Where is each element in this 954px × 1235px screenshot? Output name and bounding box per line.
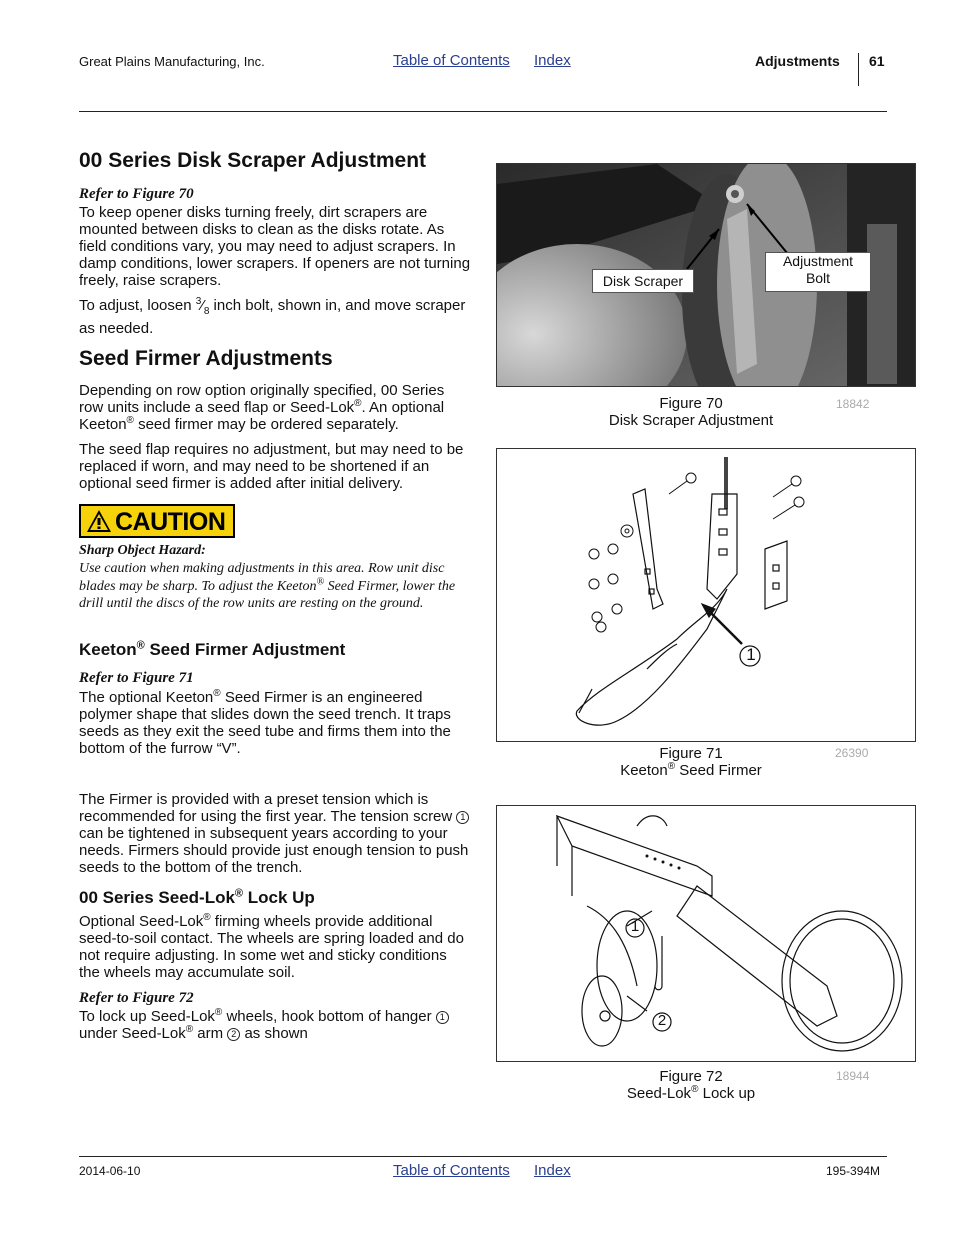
footer-date: 2014-06-10	[79, 1164, 141, 1178]
section-name: Adjustments	[755, 53, 840, 69]
figure-71-callout-1: 1	[746, 645, 756, 664]
seed-firmer-heading: Seed Firmer Adjustments	[79, 347, 333, 370]
caution-label: CAUTION	[115, 508, 226, 536]
figure-72-callout-1: 1	[630, 918, 640, 935]
seedlok-heading: 00 Series Seed-Lok® Lock Up	[79, 887, 315, 907]
figure-70-number: 18842	[836, 397, 870, 411]
header-rule	[79, 111, 887, 112]
figure-72-callout-2: 2	[657, 1012, 667, 1029]
callout-1-marker: 1	[436, 1011, 449, 1024]
warning-icon	[86, 509, 112, 533]
caution-text: Use caution when making adjustments in this area. Row unit disc blades may be sharp. To adjust the Keeton® Seed Firmer, lower the drill until the discs of the row units are resting on the ground.	[79, 561, 456, 611]
footer-rule	[79, 1156, 887, 1157]
figure-72-drawing	[496, 805, 916, 1062]
adjustment-bolt-label: Adjustment Bolt	[765, 252, 871, 292]
header-toc-link[interactable]: Table of Contents	[393, 52, 510, 69]
seedlok-ref: Refer to Figure 72	[79, 990, 194, 1006]
footer-index-link[interactable]: Index	[534, 1162, 571, 1179]
seedlok-p1: Optional Seed-Lok® firming wheels provide additional seed-to-soil contact. The wheels are spring loaded and do not require adjusting. In some wet and sticky conditions the wheels may accumulate soil.	[79, 912, 464, 981]
page-number: 61	[869, 53, 885, 69]
disk-scraper-ref: Refer to Figure 70	[79, 186, 194, 202]
figure-71-caption: Figure 71 Keeton® Seed Firmer	[620, 745, 762, 779]
footer-toc-link[interactable]: Table of Contents	[393, 1162, 510, 1179]
keeton-heading: Keeton® Seed Firmer Adjustment	[79, 639, 346, 659]
disk-scraper-label: Disk Scraper	[592, 269, 694, 293]
disk-scraper-p1: To keep opener disks turning freely, dirt scrapers are mounted between disks to clean as the disks rotate. As field conditions vary, you may need to adjust scrapers. In damp conditions, lower scrapers. If openers are not turning freely, raise scrapers.	[79, 204, 471, 289]
caution-title: Sharp Object Hazard:	[79, 543, 206, 558]
seed-firmer-p1: Depending on row option originally specified, 00 Series row units include a seed flap or Seed-Lok®. An optional Keeton® seed firmer may be ordered separately.	[79, 382, 445, 433]
disk-scraper-heading: 00 Series Disk Scraper Adjustment	[79, 149, 427, 172]
figure-71-number: 26390	[835, 746, 869, 760]
figure-71-drawing	[496, 448, 916, 742]
keeton-p1: The optional Keeton® Seed Firmer is an engineered polymer shape that slides down the seed trench. It traps seeds as they exit the seed tube and firms them into the bottom of the furrow “V”.	[79, 688, 451, 757]
company-name: Great Plains Manufacturing, Inc.	[79, 54, 265, 69]
seedlok-p2: To lock up Seed-Lok® wheels, hook bottom of hanger 1 under Seed-Lok® arm 2 as shown	[79, 1008, 471, 1042]
callout-2-marker: 2	[227, 1028, 240, 1041]
header-index-link[interactable]: Index	[534, 52, 571, 69]
caution-badge	[79, 504, 235, 538]
callout-1-marker: 1	[456, 811, 469, 824]
keeton-p2: The Firmer is provided with a preset tension which is recommended for using the first year. The tension screw 1 can be tightened in subsequent years according to your needs. Firmers should provide just enough tension to push seeds to the bottom of the trench.	[79, 791, 469, 876]
header-divider	[858, 53, 859, 86]
seed-firmer-p2: The seed flap requires no adjustment, but may need to be replaced if worn, and may need to be shortened if an optional seed firmer is added after initial delivery.	[79, 441, 464, 492]
keeton-ref: Refer to Figure 71	[79, 670, 194, 686]
figure-70-caption: Figure 70 Disk Scraper Adjustment	[608, 395, 774, 429]
figure-72-number: 18944	[836, 1069, 870, 1083]
figure-72-caption: Figure 72 Seed-Lok® Lock up	[626, 1068, 756, 1102]
disk-scraper-p2: To adjust, loosen $^3⁄_8$ inch bolt, shown in, and move scraper as needed.	[79, 296, 466, 337]
footer-doc-number: 195-394M	[826, 1164, 881, 1178]
figure-70-photo	[496, 163, 916, 387]
